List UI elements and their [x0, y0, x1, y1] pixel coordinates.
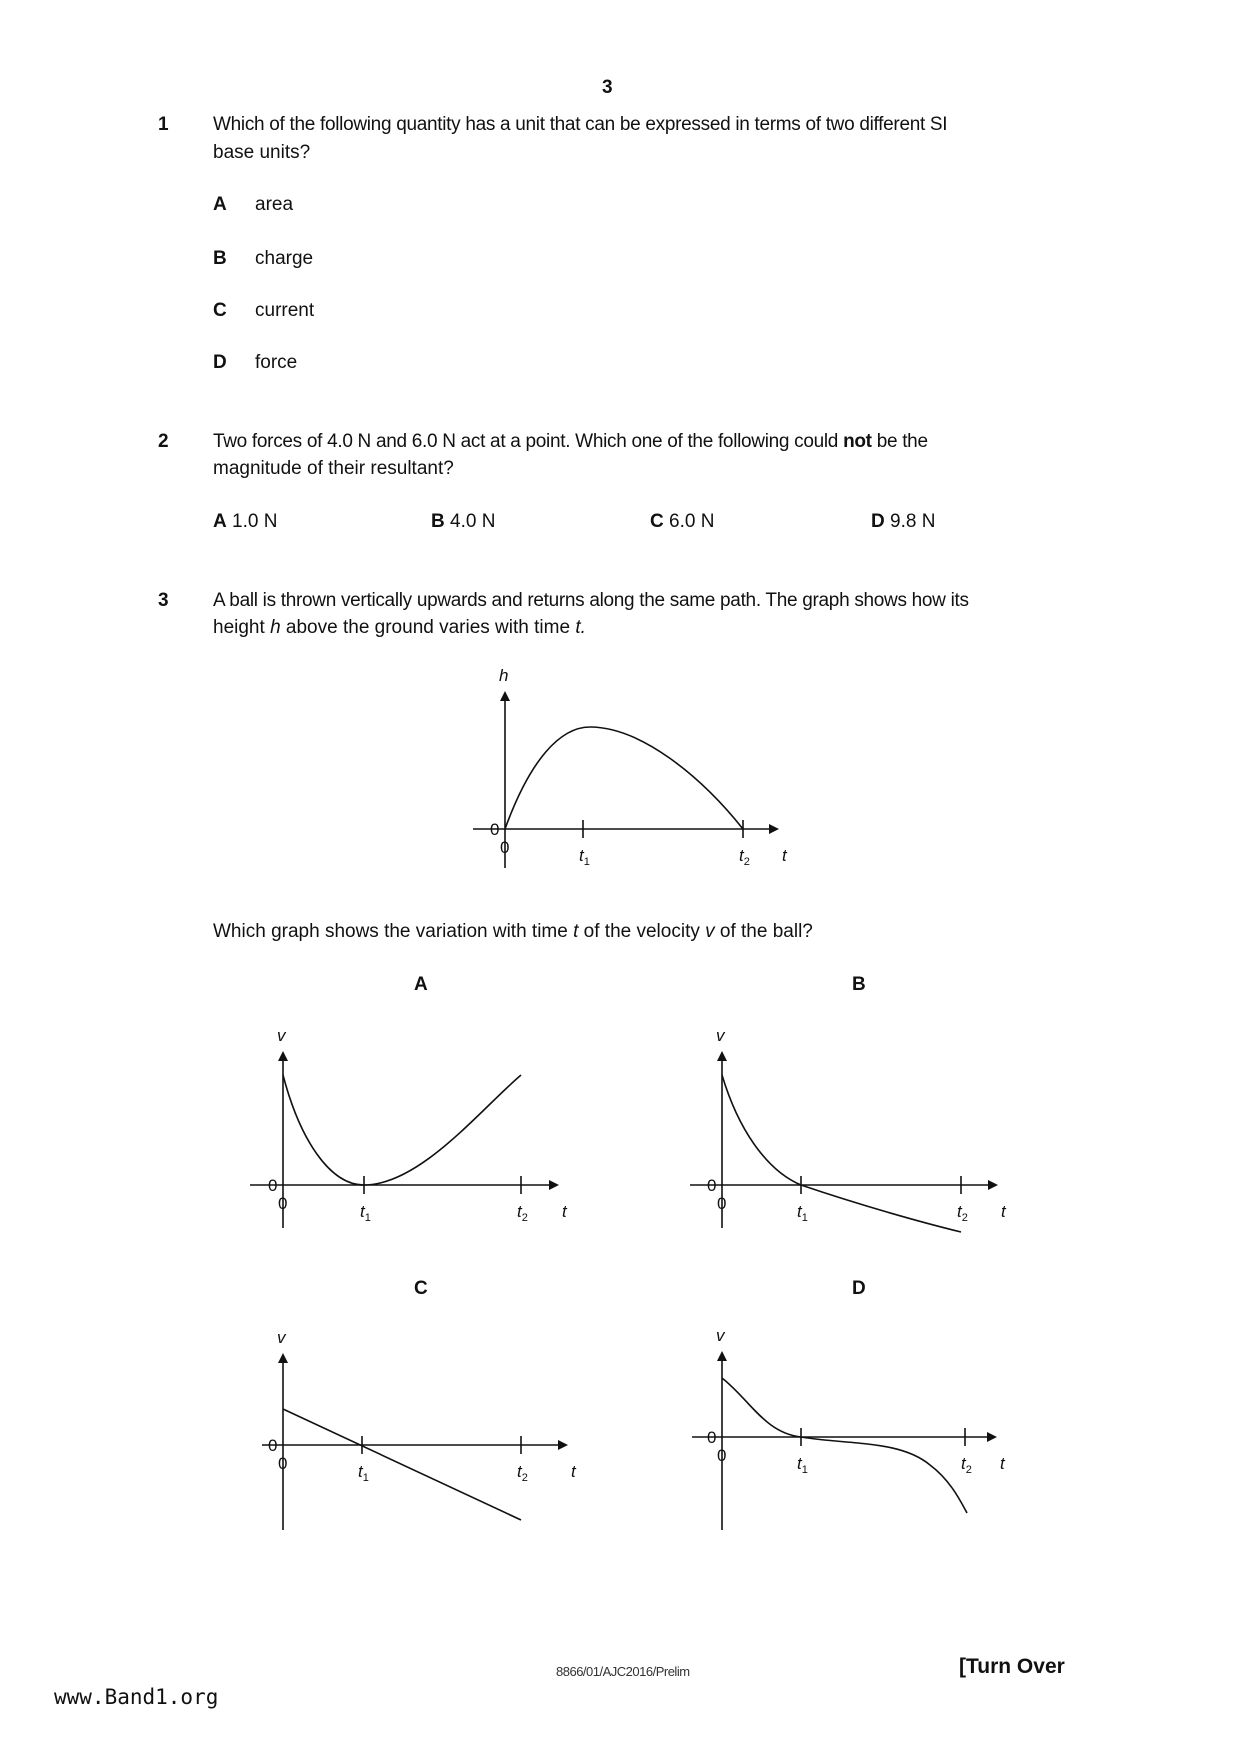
graph-b-tick-label-t1: $t_1$ [797, 1202, 808, 1224]
option-text: 9.8 N [890, 511, 936, 532]
page-number: 3 [602, 77, 613, 98]
question-1-number: 1 [158, 114, 169, 135]
question-1-text-line1: Which of the following quantity has a unit that can be expressed in terms of two different SI [213, 114, 948, 135]
question-2-text-line2: magnitude of their resultant? [213, 458, 454, 479]
option-letter: A [213, 511, 227, 532]
graph-c-line [283, 1409, 521, 1520]
text: Which graph shows the variation with time [213, 921, 568, 942]
graph-d-tick-label-t2: $t_2$ [961, 1454, 972, 1476]
graph-a-origin-label-2: 0 [278, 1194, 288, 1213]
option-letter: D [871, 511, 885, 532]
graph-a-tick-label-t2: $t_2$ [517, 1202, 528, 1224]
graph-b-origin-label: 0 [707, 1176, 717, 1195]
graph-b-origin-label-2: 0 [717, 1194, 727, 1213]
height-graph-origin-label: 0 [490, 820, 500, 839]
option-letter: D [213, 352, 227, 373]
graph-b-tick-label-t2: $t_2$ [957, 1202, 968, 1224]
option-text: 4.0 N [450, 511, 496, 532]
graph-d-label: D [852, 1278, 866, 1299]
option-letter: B [431, 511, 445, 532]
option-letter: C [213, 300, 227, 321]
option-text: 6.0 N [669, 511, 715, 532]
height-graph-tick-label-t1: $t_1$ [579, 846, 590, 868]
option-letter: A [213, 194, 227, 215]
question-3-text-line1: A ball is thrown vertically upwards and returns along the same path. The graph shows how its [213, 590, 969, 611]
graph-a-label: A [414, 974, 428, 995]
option-text: force [255, 352, 298, 373]
height-curve [505, 727, 743, 829]
graph-a-tick-label-t1: $t_1$ [360, 1202, 371, 1224]
paper-code: 8866/01/AJC2016/Prelim [556, 1664, 690, 1679]
graph-d-origin-label: 0 [707, 1428, 717, 1447]
graph-c-origin-label: 0 [268, 1436, 278, 1455]
height-graph-x-label: t [782, 846, 787, 865]
height-graph-origin-label-2: 0 [500, 838, 510, 857]
graph-b-label: B [852, 974, 866, 995]
emphasis: not [843, 431, 872, 452]
text: above the ground varies with time [285, 617, 571, 638]
graph-c-tick-label-t1: $t_1$ [358, 1462, 369, 1484]
option-letter: C [650, 511, 664, 532]
option-text: charge [255, 248, 314, 269]
graph-c-x-label: t [571, 1462, 576, 1481]
graph-a-curve [283, 1075, 521, 1185]
graph-d-tick-label-t1: $t_1$ [797, 1454, 808, 1476]
text: of the ball? [719, 921, 813, 942]
graph-a-origin-label: 0 [268, 1176, 278, 1195]
var-t: t. [575, 617, 586, 638]
watermark: www.Band1.org [54, 1685, 219, 1709]
text: be the [876, 431, 928, 452]
question-1-text-line2: base units? [213, 142, 311, 163]
graph-c-y-label: v [277, 1328, 286, 1347]
graph-a-x-label: t [562, 1202, 567, 1221]
graph-c-origin-label-2: 0 [278, 1454, 288, 1473]
graph-c-label: C [414, 1278, 428, 1299]
option-text: 1.0 N [232, 511, 278, 532]
question-3-number: 3 [158, 590, 169, 611]
turn-over: [Turn Over [959, 1655, 1065, 1678]
graph-b-y-label: v [716, 1026, 725, 1045]
question-2-number: 2 [158, 431, 169, 452]
text: Two forces of 4.0 N and 6.0 N act at a point. Which one of the following could [213, 431, 839, 452]
height-graph-tick-label-t2: $t_2$ [739, 846, 750, 868]
text: of the velocity [583, 921, 700, 942]
graph-b-curve [722, 1075, 961, 1232]
text: height [213, 617, 265, 638]
graph-d-origin-label-2: 0 [717, 1446, 727, 1465]
var-t: t [573, 921, 579, 942]
graph-b-x-label: t [1001, 1202, 1006, 1221]
graph-c-tick-label-t2: $t_2$ [517, 1462, 528, 1484]
var-h: h [270, 617, 281, 638]
option-letter: B [213, 248, 227, 269]
height-graph-y-label: h [499, 666, 509, 685]
option-text: area [255, 194, 294, 215]
graph-d-curve [722, 1378, 967, 1513]
option-text: current [255, 300, 315, 321]
var-v: v [705, 921, 715, 942]
graph-d-y-label: v [716, 1326, 725, 1345]
graph-d-x-label: t [1000, 1454, 1005, 1473]
graph-a-y-label: v [277, 1026, 286, 1045]
